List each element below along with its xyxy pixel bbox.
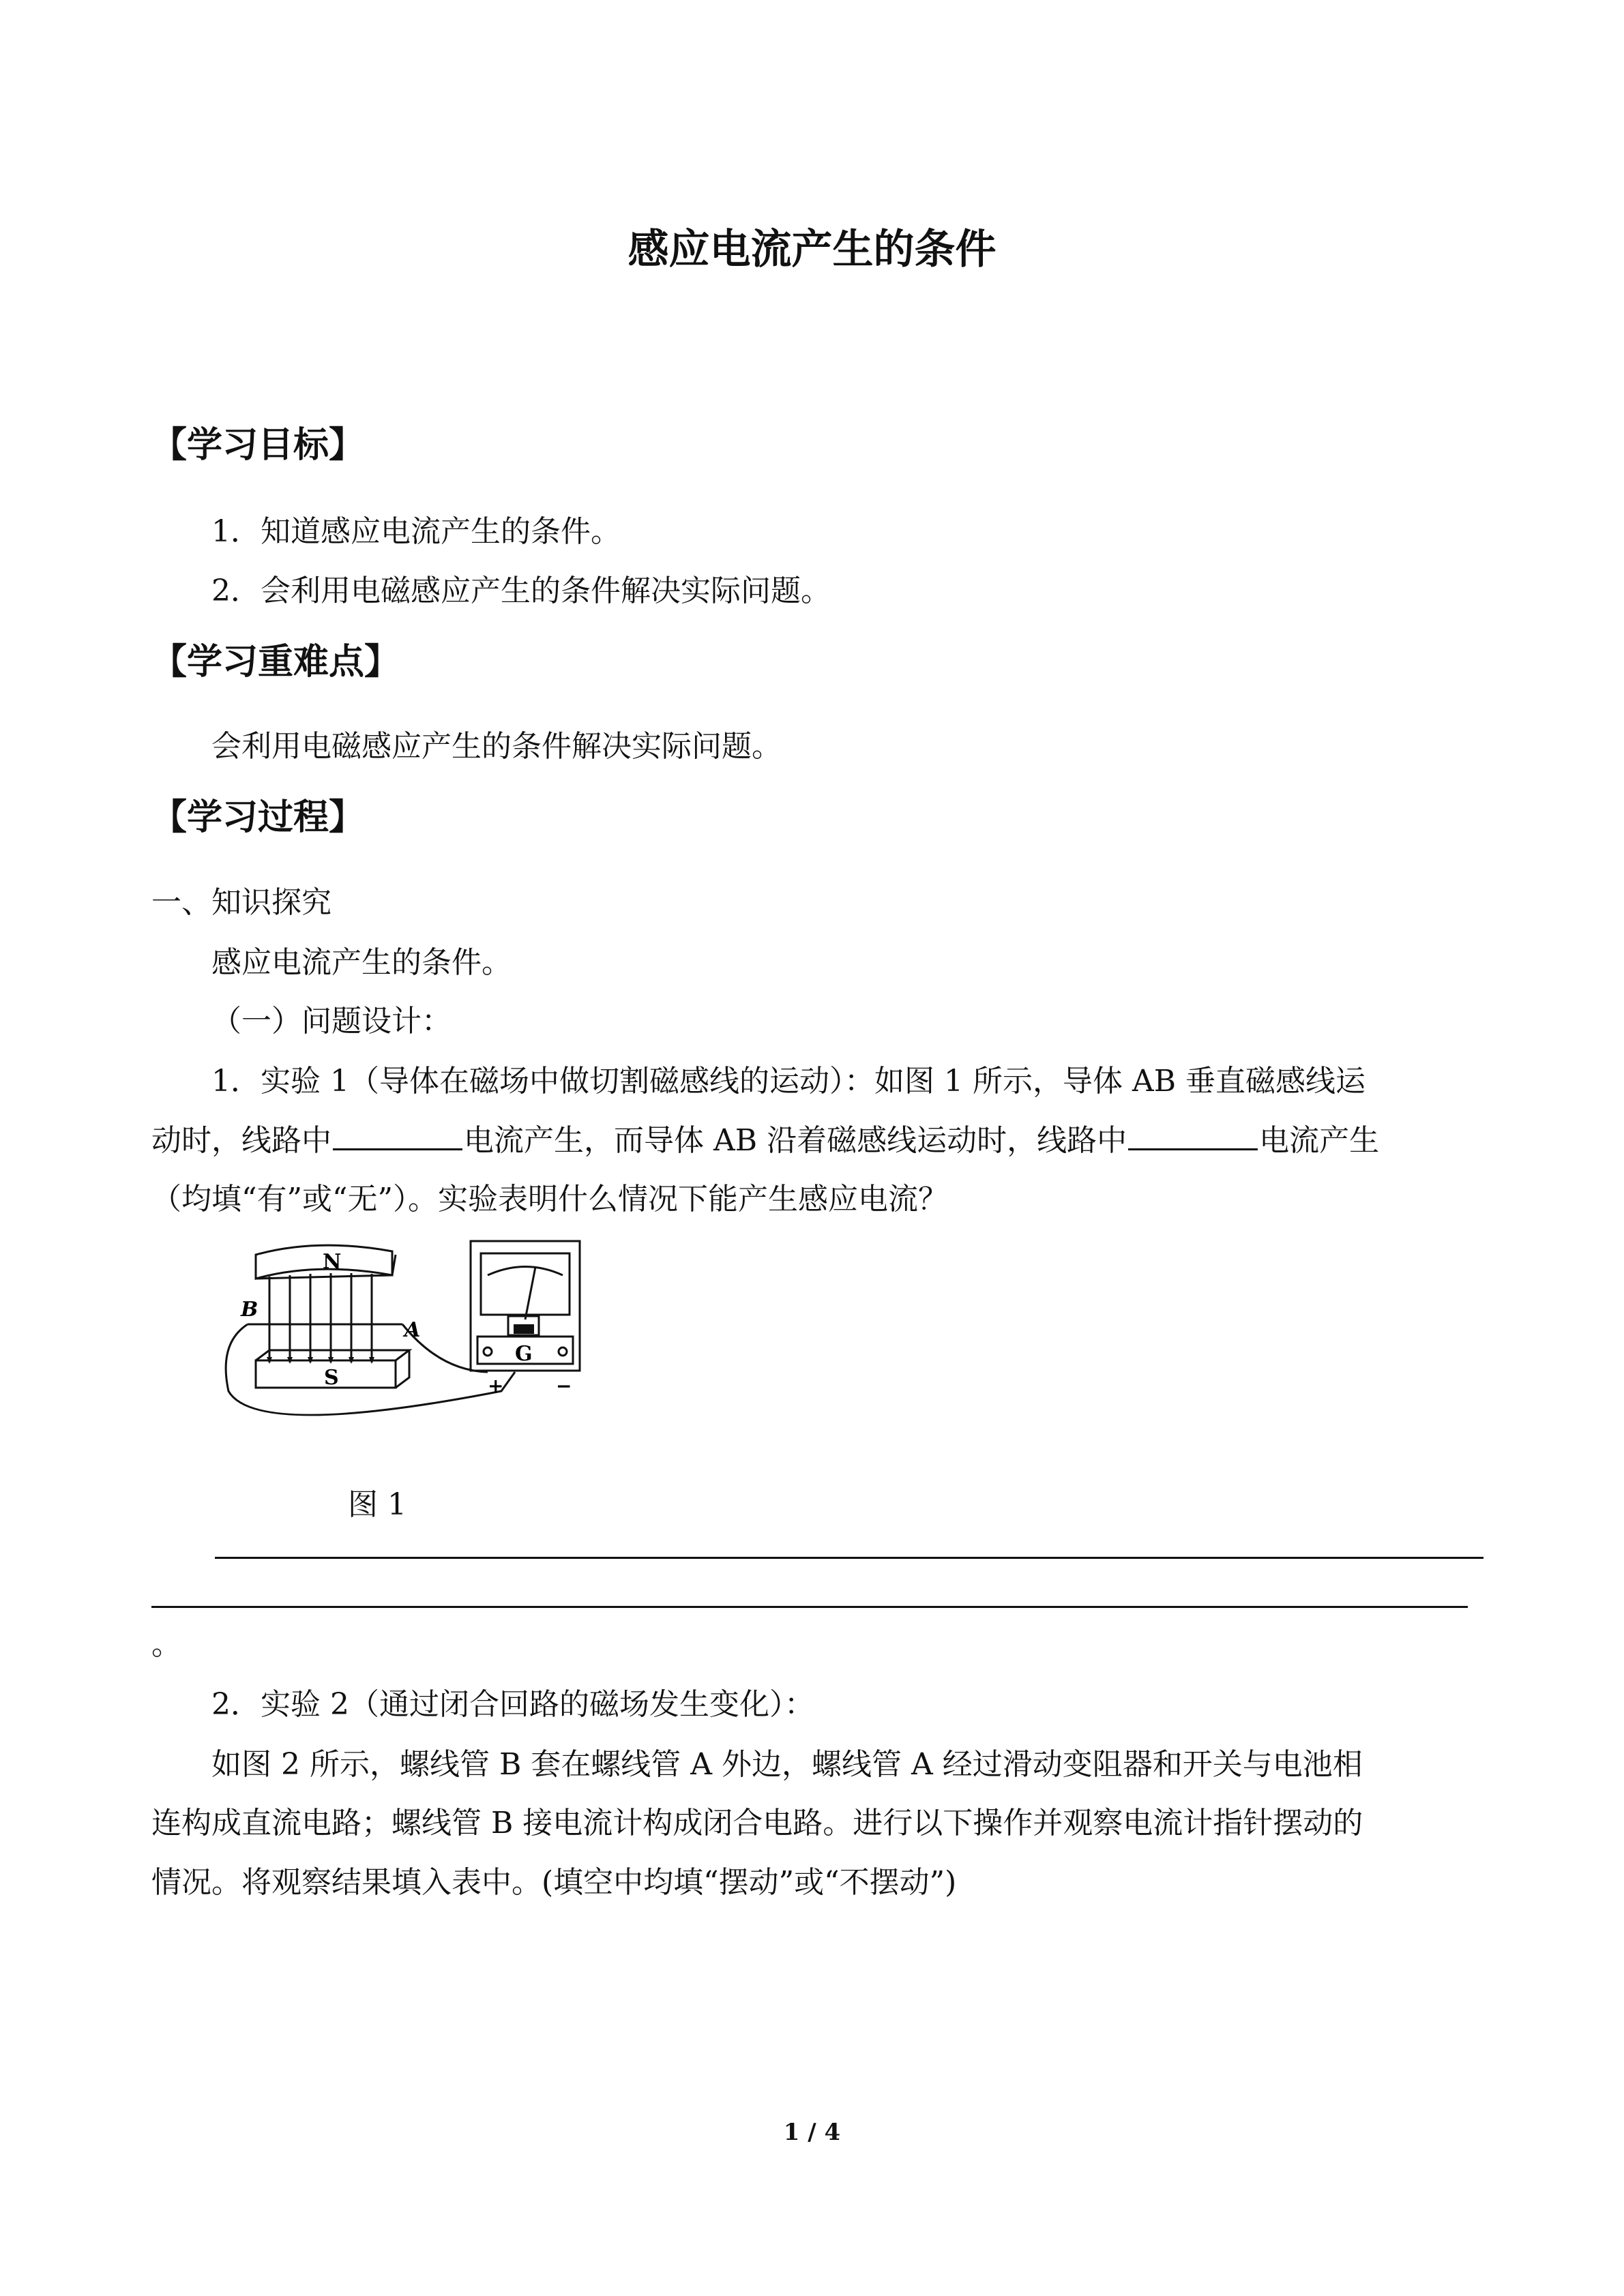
- objectives-heading: 【学习目标】: [151, 425, 365, 466]
- exp1-line-2: [151, 1116, 1379, 1159]
- page-title: 感应电流产生的条件: [628, 226, 996, 273]
- exp2-line-1: 如图 2 所示，螺线管 B 套在螺线管 A 外边，螺线管 A 经过滑动变阻器和开关与电池相: [211, 1747, 1363, 1782]
- answer-line-2[interactable]: [151, 1606, 1468, 1608]
- label-a: A: [404, 1318, 421, 1342]
- exp1-line-1: 1．实验 1（导体在磁场中做切割磁感线的运动）：如图 1 所示，导体 AB 垂直磁感线运: [211, 1064, 1366, 1099]
- figure-1-diagram: [215, 1234, 597, 1439]
- objective-item-1: 1．知道感应电流产生的条件。: [211, 514, 621, 549]
- process-heading: 【学习过程】: [151, 797, 365, 838]
- terminal-minus: [559, 1347, 567, 1356]
- exp1-line-2-part-a: 动时，线路中: [151, 1123, 331, 1158]
- answer-line-1[interactable]: [215, 1557, 1483, 1559]
- exp1-line-3: （均填“有”或“无”）。实验表明什么情况下能产生感应电流？: [151, 1182, 948, 1217]
- exp2-line-2: 连构成直流电路；螺线管 B 接电流计构成闭合电路。进行以下操作并观察电流计指针摆动的: [151, 1806, 1363, 1840]
- label-s: S: [324, 1366, 339, 1390]
- topic-text: 感应电流产生的条件。: [211, 945, 512, 980]
- answer-end-mark: 。: [151, 1627, 181, 1662]
- label-plus: +: [488, 1375, 504, 1397]
- exp2-title: 2．实验 2（通过闭合回路的磁场发生变化）：: [211, 1687, 814, 1722]
- exp1-line-2-part-c: 电流产生: [1259, 1123, 1380, 1158]
- part1-label: 一、知识探究: [151, 885, 331, 920]
- exp2-line-3: 情况。将观察结果填入表中。(填空中均填“摆动”或“不摆动”): [151, 1865, 957, 1900]
- key-points-text: 会利用电磁感应产生的条件解决实际问题。: [211, 729, 782, 764]
- key-points-heading: 【学习重难点】: [151, 642, 400, 683]
- sub-heading-question-design: （一）问题设计：: [211, 1004, 452, 1039]
- label-n: N: [323, 1250, 342, 1274]
- answer-blank-1[interactable]: [333, 1118, 462, 1150]
- page-number: 1 / 4: [783, 2119, 841, 2146]
- objective-item-2: 2．会利用电磁感应产生的条件解决实际问题。: [211, 573, 831, 608]
- label-minus: −: [556, 1375, 572, 1397]
- exp1-line-2-part-b: 电流产生，而导体 AB 沿着磁感线运动时，线路中: [464, 1123, 1127, 1158]
- label-b: B: [241, 1298, 259, 1322]
- label-g: G: [515, 1342, 533, 1366]
- answer-blank-2[interactable]: [1128, 1118, 1258, 1150]
- terminal-plus: [484, 1347, 492, 1356]
- figure-1-caption: 图 1: [348, 1487, 407, 1522]
